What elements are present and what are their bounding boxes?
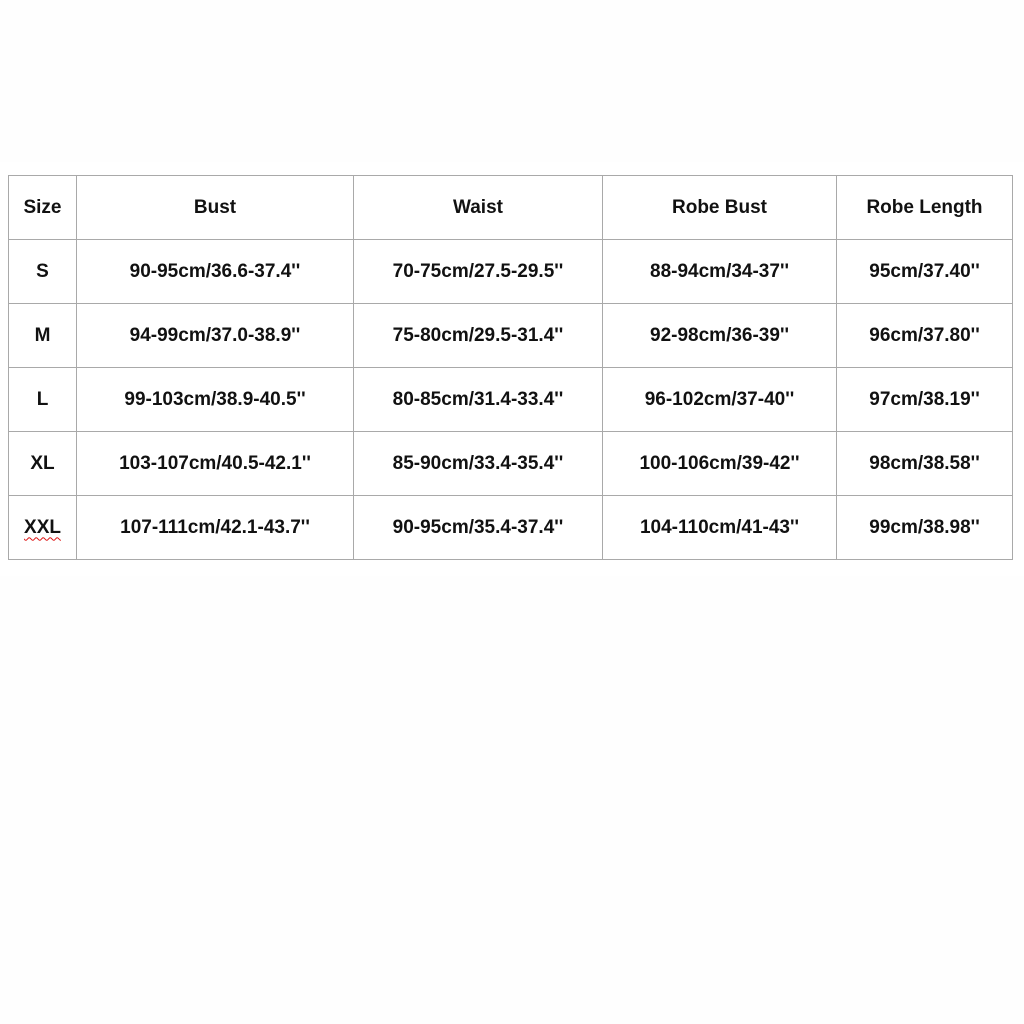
- cell-robe-bust: 104-110cm/41-43'': [603, 496, 837, 560]
- cell-bust: 94-99cm/37.0-38.9'': [77, 304, 354, 368]
- table-row: [9, 368, 1013, 432]
- cell-size: [9, 432, 77, 496]
- cell-robe-length: 99cm/38.98'': [837, 496, 1013, 560]
- cell-robe-bust: 88-94cm/34-37'': [603, 240, 837, 304]
- cell-size: [9, 240, 77, 304]
- cell-size: [9, 496, 77, 560]
- table-row: [9, 240, 1013, 304]
- cell-size: [9, 368, 77, 432]
- cell-waist: 70-75cm/27.5-29.5'': [354, 240, 603, 304]
- header-robe-bust: Robe Bust: [603, 176, 837, 240]
- cell-waist: 85-90cm/33.4-35.4'': [354, 432, 603, 496]
- size-label: XL: [30, 452, 55, 474]
- size-chart-table: [8, 175, 1013, 560]
- size-label: S: [36, 260, 49, 282]
- size-label: M: [34, 324, 51, 346]
- cell-size: [9, 304, 77, 368]
- header-row: [9, 176, 1013, 240]
- size-label: L: [36, 388, 49, 410]
- cell-bust: 99-103cm/38.9-40.5'': [77, 368, 354, 432]
- cell-waist: 90-95cm/35.4-37.4'': [354, 496, 603, 560]
- table-row: [9, 432, 1013, 496]
- cell-robe-bust: 96-102cm/37-40'': [603, 368, 837, 432]
- cell-robe-length: 98cm/38.58'': [837, 432, 1013, 496]
- cell-bust: 107-111cm/42.1-43.7'': [77, 496, 354, 560]
- header-robe-length: Robe Length: [837, 176, 1013, 240]
- cell-waist: 75-80cm/29.5-31.4'': [354, 304, 603, 368]
- header-waist: Waist: [354, 176, 603, 240]
- table-row: [9, 496, 1013, 560]
- cell-bust: 103-107cm/40.5-42.1'': [77, 432, 354, 496]
- header-bust: Bust: [77, 176, 354, 240]
- cell-robe-bust: 100-106cm/39-42'': [603, 432, 837, 496]
- cell-waist: 80-85cm/31.4-33.4'': [354, 368, 603, 432]
- cell-robe-length: 96cm/37.80'': [837, 304, 1013, 368]
- cell-robe-length: 97cm/38.19'': [837, 368, 1013, 432]
- header-size: Size: [9, 176, 77, 240]
- table-row: [9, 304, 1013, 368]
- cell-robe-bust: 92-98cm/36-39'': [603, 304, 837, 368]
- cell-robe-length: 95cm/37.40'': [837, 240, 1013, 304]
- size-label: XXL: [24, 516, 61, 538]
- cell-bust: 90-95cm/36.6-37.4'': [77, 240, 354, 304]
